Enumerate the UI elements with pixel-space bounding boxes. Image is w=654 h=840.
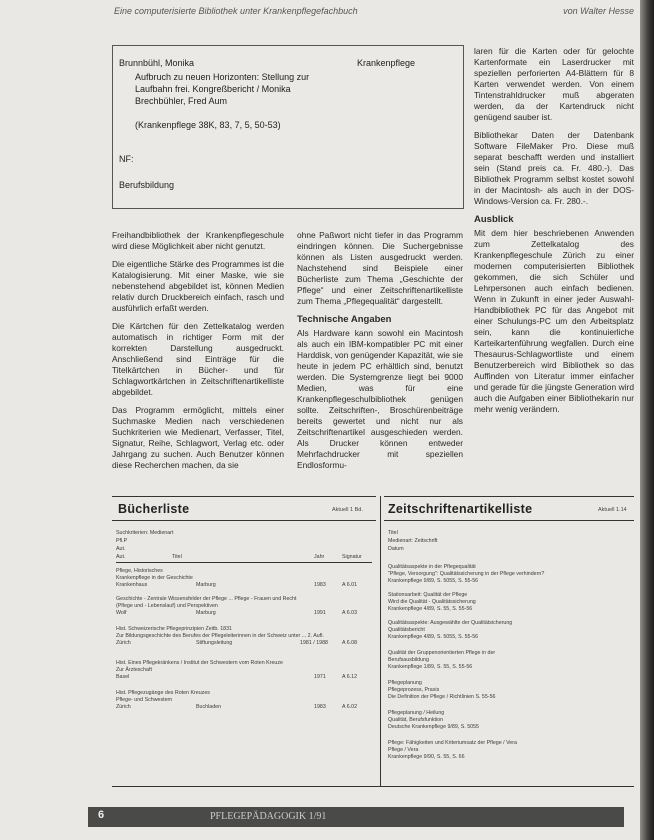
row-line: Geschichte - Zentrale Wissensfelder der Pflege ... Pflege - Frauen und Recht <box>116 596 297 602</box>
footer-bar <box>88 807 624 827</box>
row-line: Zur Bildungsgeschichte des Berufes der Pflegeleiterinnen in der Schweiz unter ... 2. Aufl. <box>116 633 324 639</box>
entry-line: Qualitätsbericht <box>388 627 425 633</box>
row-line: Zur Ärzteschaft <box>116 667 152 673</box>
book-query-line: Aut. <box>116 546 126 552</box>
right-column <box>474 46 634 422</box>
catalog-card-example <box>112 45 464 209</box>
row-line: Basel <box>116 674 130 680</box>
entry-line: "Pflege, Versorgung": Qualitätssicherung in der Pflege verhindern? <box>388 571 545 577</box>
paragraph: Bibliothekar Daten der Datenbank Software FileMaker Pro. Diese muß separat beschafft werden und installiert sein (Stand preis ca. Fr. 480.-). Das Bibliothek Programm selbst kostet sowohl in der Macintosh- als auch in der DOS-Windows-Version ca. Fr. 280.-. <box>474 130 634 206</box>
entry-line: Pflegeplanung / Heilung <box>388 710 445 716</box>
paragraph: ohne Paßwort nicht tiefer in das Programm eindringen können. Die Suchergebnisse können als Listen ausgedruckt werden. Nachstehend sind Beispiele einer Bücherliste zum Thema „Geschichte der Pflege“ und einer Zeitschriftenartikelliste zum Thema „Pflegequalität“ dargestellt. <box>297 230 463 306</box>
book-list-title: Bücherliste <box>118 502 190 516</box>
card-nf: NF: <box>119 154 134 164</box>
row-year: 1971 <box>314 674 326 680</box>
book-col-header-title: Titel <box>172 554 182 560</box>
entry-line: Krankenpflege 4/89, S. 55, S. 55-56 <box>388 606 473 612</box>
row-line: Marburg <box>196 582 216 588</box>
row-line: Krankenpflege in der Geschichte <box>116 575 193 581</box>
book-query-line: Suchkriterien: Medienart <box>116 530 174 536</box>
row-line: Hist. Eines Pflegekränkens / Institut der Schwestern vom Roten Kreuze <box>116 660 283 666</box>
book-col-header-signature: Signatur <box>342 554 362 560</box>
article-query-line: Titel <box>388 530 398 536</box>
entry-line: Pflegeplanung <box>388 680 422 686</box>
article-list-date: Aktuell 1.14 <box>598 507 627 513</box>
row-line: Buchladen <box>196 704 222 710</box>
header-left: Eine computerisierte Bibliothek unter Krankenpflegefachbuch <box>114 6 358 16</box>
divider <box>384 496 634 497</box>
divider <box>112 496 376 497</box>
row-year: 1983 <box>314 704 326 710</box>
running-header <box>114 6 634 16</box>
row-signature: A 6.03 <box>342 610 358 616</box>
card-series: (Krankenpflege 38K, 83, 7, 5, 50-53) <box>135 120 281 130</box>
row-line: Hist. Schweizerische Pflegeprinzipien Zeitb. 1831 <box>116 626 233 632</box>
row-line: Krankenhaus <box>116 582 148 588</box>
row-line: Pflege, Historisches <box>116 568 163 574</box>
paragraph: Die eigentliche Stärke des Programmes ist die Katalogisierung. Mit einer Maske, wie sie nebenstehend abgebildet ist, können Medien relativ durch Druckbereich einfach, rasch und ausführlich erfaßt werden. <box>112 259 284 313</box>
row-line: Zürich <box>116 640 131 646</box>
row-line: Zürich <box>116 704 131 710</box>
entry-line: Qualität der Gruppenorientierten Pflege in der <box>388 650 496 656</box>
row-signature: A 6.02 <box>342 704 358 710</box>
paragraph: Als Hardware kann sowohl ein Macintosh als auch ein IBM-kompatibler PC mit einer Harddisk, von genügender Kapazität, wie sie heute in jedem PC erhältlich sind, benutzt werden. Die Systemgrenze liegt bei 9000 Medien, was für eine Krankenpflegeschulbibliothek genügen sollte. Zeitschriften-, Broschürenbeiträge bereits gewertet und nicht nur als Zeitschriftenartikel ausgeschieden werden. Als Drucker können entweder Mehrfachdrucker mit speziellen Endlosformu- <box>297 328 463 470</box>
entry-line: Stationsarbeit: Qualität der Pflege <box>388 592 468 598</box>
card-author: Brunnbühl, Monika <box>119 58 195 68</box>
entry-line: Krankenpflege 9/90, S. 55, S. 66 <box>388 754 465 760</box>
row-line: Pflege- und Schwestern <box>116 697 173 703</box>
entry-line: Pflege: Fähigkeiten und Kriteriumsatz der Pflege / Vera <box>388 740 517 746</box>
card-title-line-2: Laufbahn frei. Kongreßbericht / Monika <box>135 84 291 94</box>
entry-line: Krankenpflege 9/89, S. 5055, S. 55-56 <box>388 578 479 584</box>
divider <box>116 562 372 563</box>
section-heading-ausblick: Ausblick <box>474 214 514 225</box>
card-subject: Berufsbildung <box>119 180 175 190</box>
paragraph: Mit dem hier beschriebenen Anwenden zum Zettelkatalog des Krankenpflegeschule Zürich zu einer modernen computerisierten Bibliothek gekommen, die sich Schüler und Lehrpersonen auch einfach bedienen. Wenn in Zukunft in einer jeder Auswahl-Handbibliothek PC für das Angebot mit einer Schulungs-PC um den Arbeitsplatz sein, kann die kontinuierliche Karteikartenführung wegfallen. Durch eine Thesaurus-Schlagwortliste und einem Benutzerbereich wird Bibliothek so das Auffinden von Literatur immer einfacher und gerade für die jüngste Generation wird auch die Aufgaben einer Bibliothekarin nur mehr wenig verändern. <box>474 228 634 414</box>
header-right: von Walter Hesse <box>563 6 634 16</box>
page-edge-shadow <box>640 0 654 840</box>
card-title-line-3: Brechbühler, Fred Aum <box>135 96 228 106</box>
row-signature: A 6.12 <box>342 674 358 680</box>
paragraph: laren für die Karten oder für gelochte Kartenformate ein Laserdrucker mit speziellen perforierten A4-Blättern für 8 Karten verwendet werden. Von einem Tintenstrahldrucker muß abgeraten werden, da der Kartendruck nicht genügend sauber ist. <box>474 46 634 122</box>
row-line: Marburg <box>196 610 216 616</box>
divider <box>384 520 634 521</box>
divider <box>380 496 381 786</box>
page-number: 6 <box>98 809 105 821</box>
paragraph: Freihandbibliothek der Krankenpflegeschule wird diese Möglichkeit aber nicht genutzt. <box>112 230 284 251</box>
entry-line: Die Definition der Pflege / Richtlinien S. 55-56 <box>388 694 496 700</box>
entry-line: Qualität, Berufsfunktion <box>388 717 444 723</box>
book-query-line: Pfl.P <box>116 538 128 544</box>
row-year: 1981 / 1988 <box>300 640 328 646</box>
row-line: Stiftungsleitung <box>196 640 233 646</box>
row-year: 1991 <box>314 610 326 616</box>
row-signature: A 6.08 <box>342 640 358 646</box>
left-column <box>112 230 284 478</box>
card-title-line-1: Aufbruch zu neuen Horizonten: Stellung zur <box>135 72 310 82</box>
paragraph: Das Programm ermöglicht, mittels einer Suchmaske Medien nach verschiedenen Suchkriterien wie Medienart, Verfasser, Titel, Signatur, Reihe, Schlagwort, Verlag etc. oder Jahrgang zu suchen. Auch Benutzer können diese Recherchen machen, da sie <box>112 405 284 470</box>
entry-line: Wird die Qualität - Qualitätssicherung <box>388 599 476 605</box>
entry-line: Pflege / Vera <box>388 747 419 753</box>
entry-line: Pflegeprozess, Praxis <box>388 687 440 693</box>
middle-column <box>297 230 463 478</box>
book-col-header-year: Jahr <box>314 554 325 560</box>
book-col-header-author: Aut. <box>116 554 126 560</box>
divider <box>112 786 634 787</box>
row-line: (Pflege und - Lebenslauf) und Perspektiven <box>116 603 218 609</box>
row-line: Wolf <box>116 610 127 616</box>
magazine-title: PFLEGEPÄDAGOGIK 1/91 <box>210 811 327 822</box>
article-query-line: Medienart: Zeitschrift <box>388 538 438 544</box>
entry-line: Berufsausbildung <box>388 657 429 663</box>
row-signature: A 6.01 <box>342 582 358 588</box>
row-year: 1983 <box>314 582 326 588</box>
entry-line: Qualitätsaspekte: Ausgewählte der Qualitätsicherung <box>388 620 513 626</box>
entry-line: Qualitätsaspekte in der Pflegequalität <box>388 564 476 570</box>
entry-line: Krankenpflege 4/89, S. 5055, S. 55-56 <box>388 634 479 640</box>
book-list-date: Aktuell 1 Bd. <box>332 507 363 513</box>
article-query-line: Datum <box>388 546 404 552</box>
row-line: Hist. Pflegezugänge des Roten Kreuzes <box>116 690 210 696</box>
card-category: Krankenpflege <box>357 58 416 68</box>
paragraph: Die Kärtchen für den Zettelkatalog werden automatisch in richtiger Form mit der korrekten Darstellung ausgedruckt. Anschließend sind Einträge für die Titelkärtchen in Bücher- und für Schlagwortkärtchen in Zeitschriftenartikelliste abgebildet. <box>112 321 284 397</box>
section-heading-technik: Technische Angaben <box>297 314 392 325</box>
divider <box>112 520 376 521</box>
entry-line: Deutsche Krankenpflege 9/89, S. 5055 <box>388 724 479 730</box>
article-list-title: Zeitschriftenartikelliste <box>388 502 533 516</box>
entry-line: Krankenpflege 1/89, S. 55, S. 55-56 <box>388 664 473 670</box>
